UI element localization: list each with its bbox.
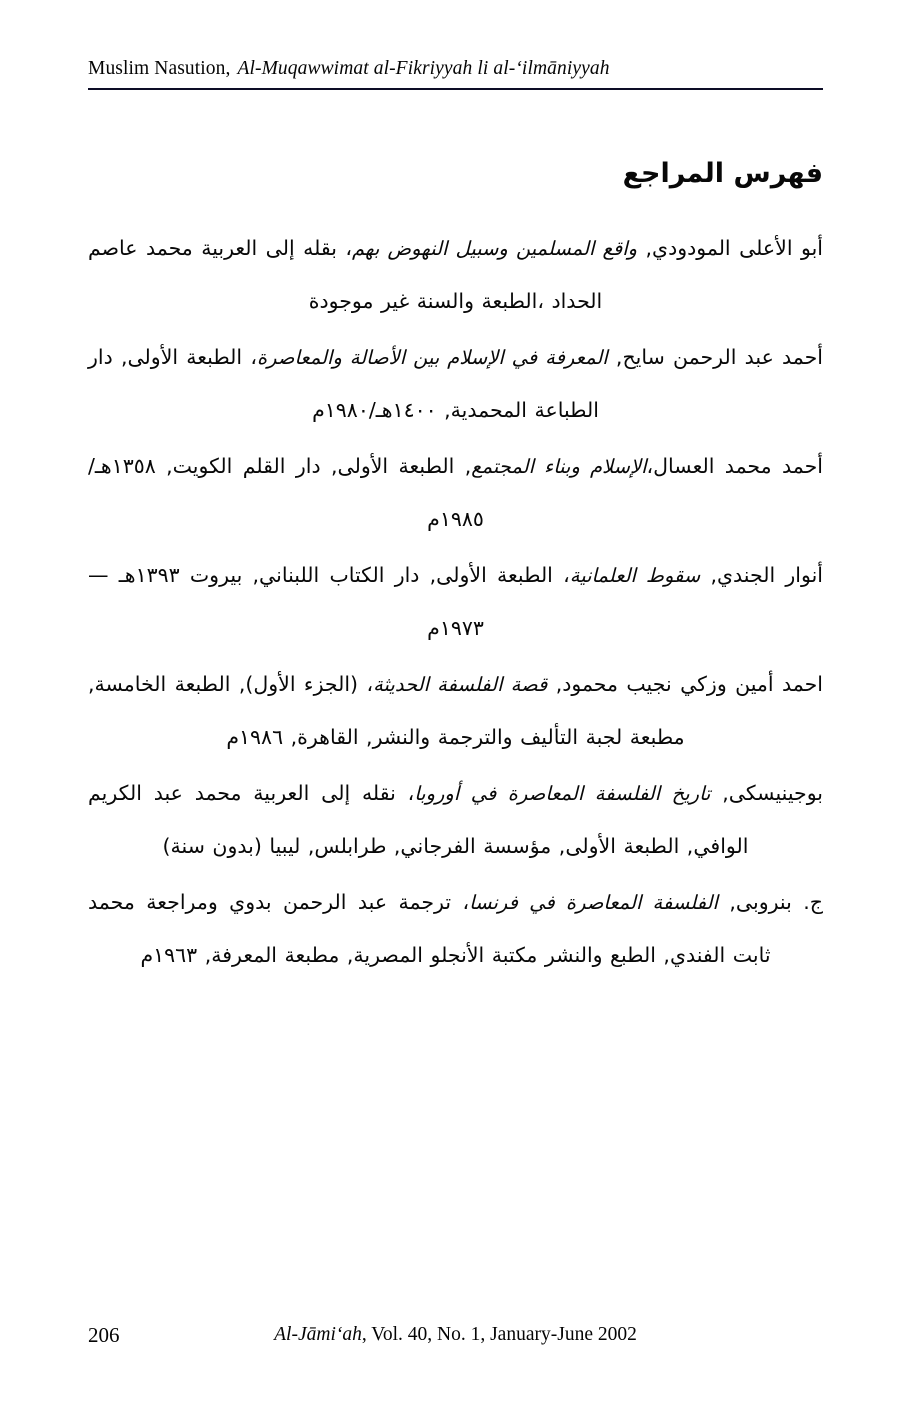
entry-author: ج. بنروبى, <box>717 890 824 914</box>
entry-details: ، بقله إلى العربية محمد عاصم الحداد ،الطبعة والسنة غير موجودة <box>88 236 603 313</box>
running-head <box>88 58 823 90</box>
entry-details: ، الطبعة الأولى, دار الطباعة المحمدية, ١٤٠٠هـ/١٩٨٠م <box>88 345 599 422</box>
entry-author: أحمد عبد الرحمن سايح, <box>607 345 824 369</box>
bibliography-list <box>88 222 823 985</box>
entry-book-title: قصة الفلسفة الحديثة <box>373 673 548 696</box>
bibliography-entry <box>88 767 823 872</box>
entry-author: أبو الأعلى المودودي, <box>637 236 823 260</box>
bibliography-entry <box>88 658 823 763</box>
entry-book-title: سقوط العلمانية <box>569 564 701 587</box>
bibliography-entry <box>88 440 823 545</box>
bibliography-entry <box>88 222 823 327</box>
bibliography-entry <box>88 876 823 981</box>
entry-details: ، نقله إلى العربية محمد عبد الكريم الوافي, الطبعة الأولى, مؤسسة الفرجاني, طرابلس, ليبيا (بدون سنة) <box>88 781 749 858</box>
header-rule <box>88 88 823 90</box>
entry-book-title: واقع المسلمين وسبيل النهوض بهم <box>352 237 638 260</box>
entry-book-title: الفلسفة المعاصرة في فرنسا <box>469 891 718 914</box>
entry-author: بوجينيسكى, <box>710 781 823 805</box>
journal-citation <box>88 1325 823 1345</box>
bibliography-entry <box>88 549 823 654</box>
entry-book-title: تاريخ الفلسفة المعاصرة في أوروبا <box>414 782 711 805</box>
page-number: 206 <box>88 1323 120 1347</box>
bibliography-entry <box>88 331 823 436</box>
entry-author: أنوار الجندي, <box>700 563 823 587</box>
entry-details: ، ترجمة عبد الرحمن بدوي ومراجعة محمد ثابت الفندي, الطبع والنشر مكتبة الأنجلو المصرية, مطبعة المعرفة, ١٩٦٣م <box>88 890 771 967</box>
entry-details: , الطبعة الأولى, دار القلم الكويت, ١٣٥٨هـ/١٩٨٥م <box>88 454 484 531</box>
journal-issue-info: , Vol. 40, No. 1, January-June 2002 <box>361 1324 637 1345</box>
entry-book-title: الإسلام وبناء المجتمع <box>471 455 647 478</box>
page-title: فهرس المراجع <box>622 158 823 190</box>
journal-name: Al-Jāmi‘ah <box>274 1324 362 1345</box>
entry-author: أحمد محمد العسال، <box>646 454 823 478</box>
running-head-title: Al-Muqawwimat al-Fikriyyah li al-‘ilmāniyyah <box>237 58 610 79</box>
entry-author: احمد أمين وزكي نجيب محمود, <box>547 672 823 696</box>
entry-book-title: المعرفة في الإسلام بين الأصالة والمعاصرة <box>256 346 608 369</box>
running-head-author: Muslim Nasution, <box>88 58 231 79</box>
entry-details: ، (الجزء الأول), الطبعة الخامسة, مطبعة لجبة التأليف والترجمة والنشر, القاهرة, ١٩٨٦م <box>88 672 685 749</box>
entry-details: ، الطبعة الأولى, دار الكتاب اللبناني, بيروت ١٣٩٣هـ — ١٩٧٣م <box>88 563 570 640</box>
